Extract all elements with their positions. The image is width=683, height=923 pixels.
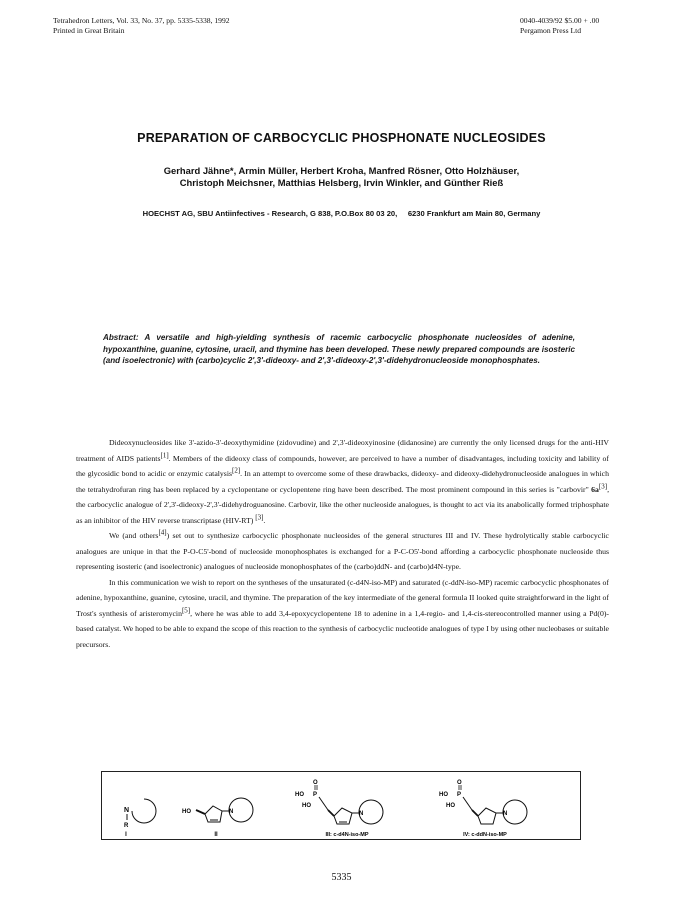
structure-scheme (101, 771, 581, 840)
author-line-2: Christoph Meichsner, Matthias Helsberg, Irvin Winkler, and Günther Rieß (179, 177, 504, 188)
issn-publisher: 0040-4039/92 $5.00 + .00 Pergamon Press Ltd (520, 16, 600, 35)
atom-P-III: P (313, 792, 318, 798)
atom-HO-III-b: HO (302, 803, 311, 809)
label-I: I (125, 832, 127, 838)
atom-HO-III-a: HO (295, 792, 304, 798)
label-III: III: c-d4N-iso-MP (325, 832, 369, 838)
structure-II-drawing (182, 798, 253, 838)
text-run: . In an attempt to overcome some of these drawbacks, dideoxy- and dideoxy-didehydronucleoside analogues in which the tetrahydrofuran ring has been replaced by a cyclopentane or cyclopentene ring have been described. The most prominent compound in this series is "carbovir" (76, 469, 610, 494)
paper-title: PREPARATION OF CARBOCYCLIC PHOSPHONATE NUCLEOSIDES (137, 131, 546, 145)
atom-HO-IV-b: HO (446, 803, 455, 809)
atom-HO-II: HO (182, 809, 191, 815)
reference-citation: [1] (160, 450, 169, 459)
reference-citation: [5] (181, 605, 191, 614)
atom-N-III: N (359, 811, 364, 817)
atom-N: N (124, 807, 130, 814)
abstract-label: Abstract: (103, 333, 139, 342)
body-paragraph (76, 435, 609, 528)
text-run: , the carbocyclic analogue of 2',3'-dideoxy-2',3'-didehydroguanosine. Carbovir, like the other nucleoside analogues, is thought to act via its anabolically formed triphosphate as an inhibitor of the HIV reverse transcriptase (HIV-RT) (76, 484, 609, 525)
reference-citation: [3] (255, 512, 264, 521)
text-run: , where he was able to add 3,4-epoxycyclopentene 18 to adenine in a 1,4-regio- and 1,4-cis-stereocontrolled manner using a Pd(0)-based catalyst. We hoped to be able to expand the scope of this reaction to the synthesis of carbocyclic nucleotide analogues of type I by using other nucleobases or suitable precursors. (76, 608, 609, 649)
abstract-text: A versatile and high-yielding synthesis of racemic carbocyclic phosphonate nucleosides of adenine, hypoxanthine, guanine, cytosine, uracil, and thymine has been developed. These newly prepared compounds are isosteric (and isoelectronic) with (carbo)cyclic 2',3'-dideoxy- and 2',3'-dideoxy-2',3'-didehydronucleoside monophosphates. (103, 333, 576, 365)
text-run: In this communication we wish to report on the syntheses of the unsaturated (c-d4N-iso-MP) and saturated (c-ddN-iso-MP) racemic carbocyclic phosphonates of adenine, hypoxanthine, guanine, cytosine, uracil, and thymine. The preparation of the key intermediate of the general formula II looked quite straightforward in the light of Trost's synthesis of aristeromycin (76, 577, 609, 618)
text-run: We (and others (109, 531, 159, 540)
atom-R: R (124, 823, 129, 829)
atom-HO-IV-a: HO (439, 792, 448, 798)
text-run: ) set out to synthesize carbocyclic phosphonate nucleosides of the general structures III and IV. These hydrolytically stable carbocyclic analogues are unique in that the P-O-C5'-bond of nucleoside monophosphates is exchanged for a P-C-O5'-bond affording a carbocyclic phosphonate nucleoside thus representing isosteric (and isoelectronic) analogues of nucleoside monophosphates of the (carbo)ddN- and (carbo)d4N-type. (76, 531, 609, 571)
body-paragraph (76, 575, 609, 653)
atom-P-IV: P (457, 792, 462, 798)
structure-III-drawing (295, 780, 383, 838)
body-paragraph (76, 528, 609, 575)
affiliation: HOECHST AG, SBU Antiinfectives - Research, G 838, P.O.Box 80 03 20, 6230 Frankfurt am Main 80, Germany (142, 209, 541, 218)
author-list (0, 165, 683, 189)
page-number: 5335 (331, 872, 352, 883)
atom-O-IV: O (457, 780, 462, 786)
abstract (103, 332, 575, 367)
structure-I-drawing (124, 799, 156, 838)
compound-number: 6a (591, 484, 599, 494)
text-run: . Members of the dideoxy class of compounds, however, are perceived to have a number of disadvantages, including toxicity and lability of the glycosidic bond to acidic or enzymic catalysis (76, 453, 610, 478)
journal-citation: Tetrahedron Letters, Vol. 33, No. 37, pp. 5335-5338, 1992 Printed in Great Britain (53, 16, 230, 35)
label-IV: IV: c-ddN-iso-MP (463, 832, 507, 838)
reference-citation: [2] (232, 466, 241, 475)
body-text (76, 435, 609, 652)
atom-N-IV: N (503, 811, 508, 817)
reference-citation: [3] (598, 481, 608, 490)
label-II: II (214, 832, 218, 838)
author-line-1: Gerhard Jähne*, Armin Müller, Herbert Kroha, Manfred Rösner, Otto Holzhäuser, (163, 165, 520, 176)
text-run: . (263, 515, 266, 525)
structure-IV-drawing (439, 780, 527, 838)
text-run: Dideoxynucleosides like 3'-azido-3'-deoxythymidine (zidovudine) and 2',3'-dideoxyinosine (didanosine) are currently the only licensed drugs for the anti-HIV treatment of AIDS patients (76, 438, 609, 463)
reference-citation: [4] (158, 528, 167, 537)
atom-O-III: O (313, 780, 318, 786)
atom-N-II: N (229, 809, 234, 815)
